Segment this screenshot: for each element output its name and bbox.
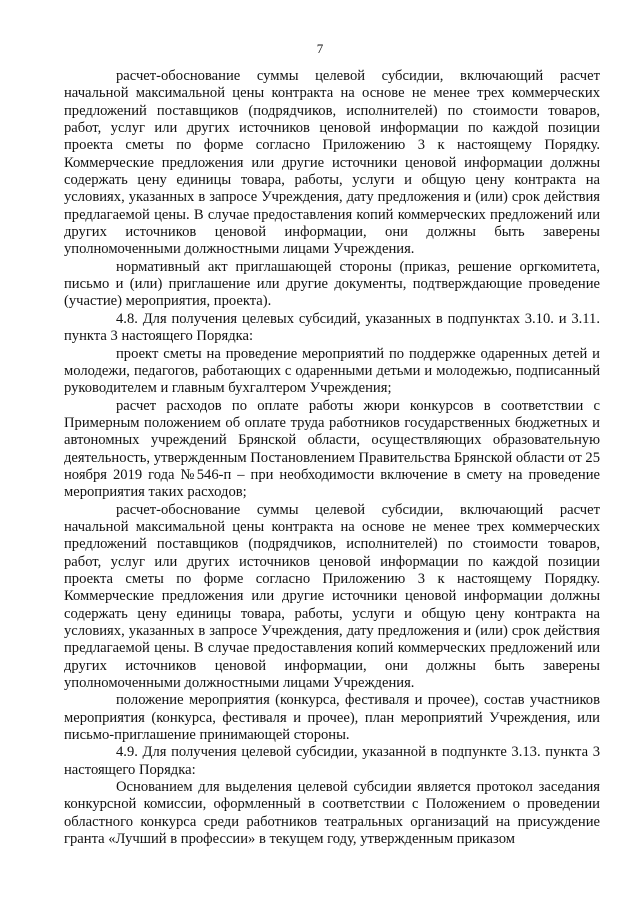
page-number: 7 [316,41,324,56]
paragraph-jury-payment: расчет расходов по оплате работы жюри конкурсов в соответствии с Примерным положением об оплате труда работников государственных бюджетных и автономных учреждений Брянской области, осуществляющих образовательную деятельность, утвержденным Постановлением Правительства Брянской области от 25 ноября 2019 года №546-п – при необходимости включение в смету на проведение мероприятия таких расходов; [64,397,600,501]
paragraph-estimate-project: проект сметы на проведение мероприятий по поддержке одаренных детей и молодежи, педагогов, работающих с одаренными детьми и молодежью, подписанный руководителем и главным бухгалтером Учреждения; [64,345,600,397]
paragraph-normative-act: нормативный акт приглашающей стороны (приказ, решение оргкомитета, письмо и (или) приглашение или другие документы, подтверждающие проведение (участие) мероприятия, проекта). [64,258,600,310]
paragraph-price-justification-2: расчет-обоснование суммы целевой субсидии, включающий расчет начальной максимальной цены контракта на основе не менее трех коммерческих предложений поставщиков (подрядчиков, исполнителей) по стоимости товаров, работ, услуг или других источников ценовой информации по каждой позиции проекта сметы по форме согласно Приложению 3 к настоящему Порядку. Коммерческие предложения или другие источники ценовой информации должны содержать цену единицы товара, работы, услуги и общую цену контракта на условиях, указанных в запросе Учреждения, дату предложения и (или) срок действия предлагаемой цены. В случае предоставления копий коммерческих предложений или других источников ценовой информации, они должны быть заверены уполномоченными должностными лицами Учреждения. [64,501,600,692]
document-body [64,68,600,848]
paragraph-section-4-9: 4.9. Для получения целевой субсидии, указанной в подпункте 3.13. пункта 3 настоящего Порядка: [64,744,600,778]
paragraph-grant-basis: Основанием для выделения целевой субсидии является протокол заседания конкурсной комиссии, оформленный в соответствии с Положением о проведении областного конкурса среди работников театральных организаций на присуждение гранта «Лучший в профессии» в текущем году, утвержденным приказом [64,779,600,848]
paragraph-price-justification-1: расчет-обоснование суммы целевой субсидии, включающий расчет начальной максимальной цены контракта на основе не менее трех коммерческих предложений поставщиков (подрядчиков, исполнителей) по стоимости товаров, работ, услуг или других источников ценовой информации по каждой позиции проекта сметы по форме согласно Приложению 3 к настоящему Порядку. Коммерческие предложения или другие источники ценовой информации должны содержать цену единицы товара, работы, услуги и общую цену контракта на условиях, указанных в запросе Учреждения, дату предложения и (или) срок действия предлагаемой цены. В случае предоставления копий коммерческих предложений или других источников ценовой информации, они должны быть заверены уполномоченными должностными лицами Учреждения. [64,68,600,258]
paragraph-section-4-8: 4.8. Для получения целевых субсидий, указанных в подпунктах 3.10. и 3.11. пункта 3 настоящего Порядка: [64,310,600,345]
paragraph-event-regulation: положение мероприятия (конкурса, фестиваля и прочее), состав участников мероприятия (конкурса, фестиваля и прочее), план мероприятий Учреждения, или письмо-приглашение принимающей стороны. [64,692,600,744]
